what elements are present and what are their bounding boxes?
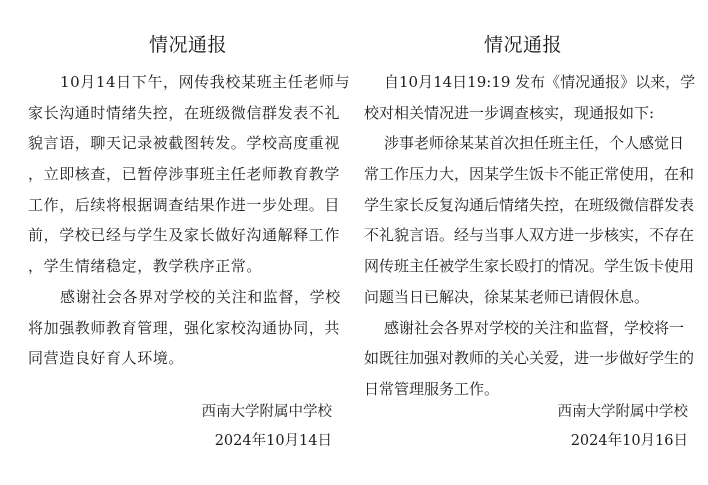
- text-line: 感谢社会各界对学校的关注和监督，学校: [60, 287, 341, 306]
- notice-title: 情况通报: [149, 34, 228, 56]
- text-line: 前，学校已经与学生及家长做好沟通解释工作: [28, 226, 341, 245]
- notice-right: [354, 0, 708, 485]
- text-line: 如既往加强对教师的关心关爱，进一步做好学生的: [364, 349, 695, 368]
- text-line: 网传班主任被学生家长殴打的情况。学生饭卡使用: [364, 257, 695, 276]
- text-line: ，立即核查，已暂停涉事班主任老师教育教学: [28, 165, 341, 184]
- notice-title: 情况通报: [484, 34, 563, 56]
- notice-paragraph: [364, 313, 695, 405]
- text-line: 自10月14日19:19 发布《情况通报》以来，学: [384, 73, 696, 91]
- text-line: 感谢社会各界对学校的关注和监督，学校将一: [384, 318, 685, 337]
- notice-paragraph: [28, 67, 350, 282]
- text-line: 涉事老师徐某某首次担任班主任，个人感觉日: [384, 134, 685, 153]
- notice-body: [28, 67, 350, 374]
- issuer-signature: 西南大学附属中学校: [201, 404, 332, 420]
- text-line: 将加强教师教育管理，强化家校沟通协同，共: [28, 318, 341, 337]
- notice-paragraph: [28, 282, 350, 374]
- issue-date: 2024年10月14日: [214, 433, 332, 449]
- text-line: 10月14日下午，网传我校某班主任老师与: [60, 73, 351, 91]
- notice-body: [364, 67, 695, 405]
- text-line: 同营造良好育人环境。: [28, 349, 185, 368]
- text-line: 日常管理服务工作。: [364, 379, 500, 398]
- text-line: ，学生情绪稳定，教学秩序正常。: [28, 257, 263, 276]
- text-line: 问题当日已解决，徐某某老师已请假休息。: [364, 287, 650, 306]
- text-line: 工作，后续将根据调查结果作进一步处理。目: [28, 195, 341, 214]
- text-line: 校对相关情况进一步调查核实，现通报如下:: [364, 103, 655, 122]
- text-line: 家长沟通时情绪失控，在班级微信群发表不礼: [28, 103, 341, 122]
- text-line: 常工作压力大，因某学生饭卡不能正常使用，在和: [364, 165, 695, 184]
- notice-paragraph: [364, 128, 695, 312]
- issuer-signature: 西南大学附属中学校: [557, 404, 688, 420]
- text-line: 貌言语，聊天记录被截图转发。学校高度重视: [28, 134, 341, 153]
- text-line: 不礼貌言语。经与当事人双方进一步核实，不存在: [364, 226, 695, 245]
- issue-date: 2024年10月16日: [570, 433, 688, 449]
- notice-paragraph: [364, 67, 695, 128]
- text-line: 学生家长反复沟通后情绪失控，在班级微信群发表: [364, 195, 695, 214]
